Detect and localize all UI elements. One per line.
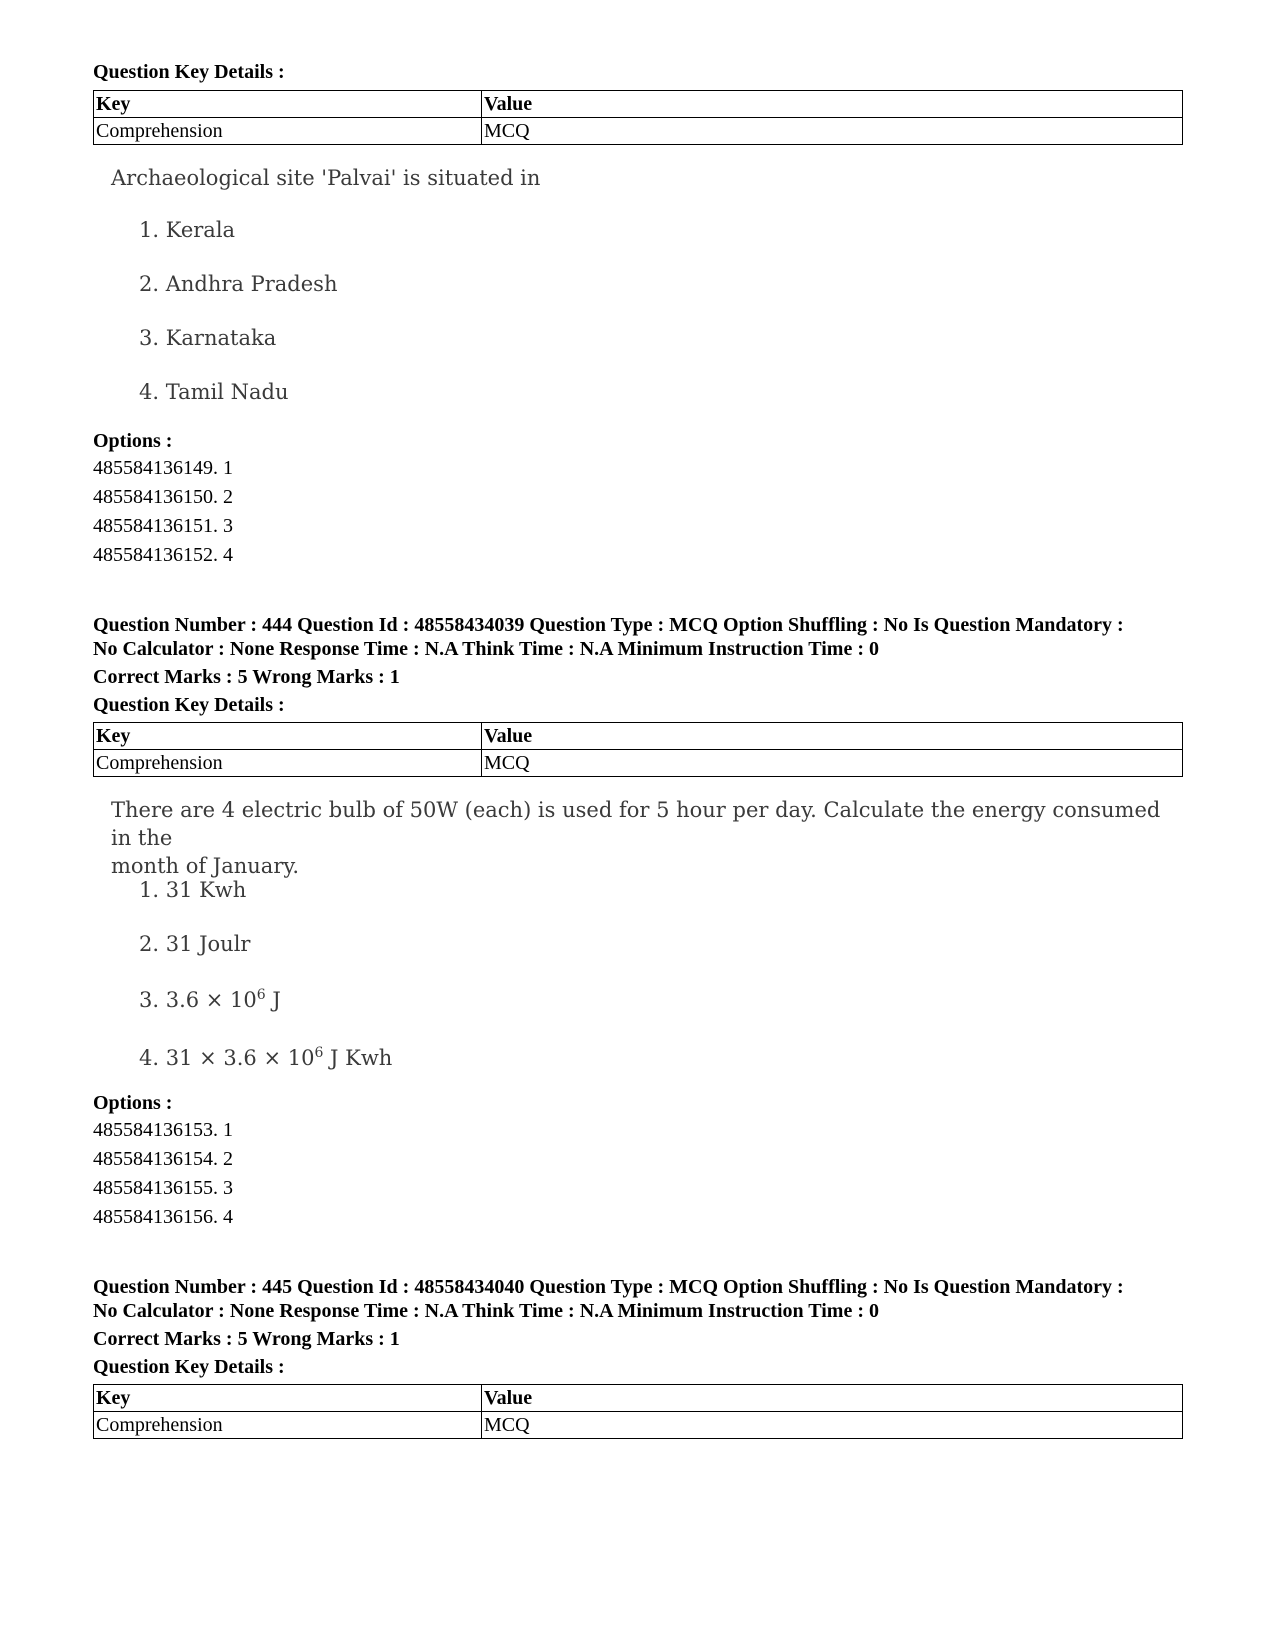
choice-4-exponent: 6 (314, 1045, 324, 1061)
value-cell: MCQ (482, 118, 1183, 145)
key-header: Key (94, 723, 482, 750)
key-cell: Comprehension (94, 118, 482, 145)
choice-4 (139, 1046, 392, 1070)
key-cell: Comprehension (94, 1412, 482, 1439)
marks-line: Correct Marks : 5 Wrong Marks : 1 (93, 666, 400, 688)
question-text (111, 796, 1183, 880)
choice-3-base: 3. 3.6 × 10 (139, 988, 257, 1012)
question-key-table (93, 722, 1183, 777)
question-text: Archaeological site 'Palvai' is situated in (111, 166, 541, 190)
value-header: Value (482, 91, 1183, 118)
choice-2: 2. 31 Joulr (139, 932, 251, 956)
question-text-line2: month of January. (111, 854, 300, 878)
key-cell: Comprehension (94, 750, 482, 777)
option-item: 485584136150. 2 (93, 486, 233, 508)
question-key-details-label: Question Key Details : (93, 694, 285, 716)
question-header-line1: Question Number : 445 Question Id : 48558434040 Question Type : MCQ Option Shuffling : No Is Question Mandatory : (93, 1276, 1124, 1298)
options-list (93, 454, 1183, 570)
choice-1: 1. Kerala (139, 218, 236, 242)
question-key-details-label: Question Key Details : (93, 1356, 285, 1378)
choice-1: 1. 31 Kwh (139, 878, 247, 902)
question-key-table (93, 90, 1183, 145)
key-header: Key (94, 91, 482, 118)
option-item: 485584136154. 2 (93, 1148, 233, 1170)
question-header-line1: Question Number : 444 Question Id : 48558434039 Question Type : MCQ Option Shuffling : No Is Question Mandatory : (93, 614, 1124, 636)
question-key-table (93, 1384, 1183, 1439)
choice-3: 3. Karnataka (139, 326, 277, 350)
options-list (93, 1116, 1183, 1232)
options-label: Options : (93, 430, 173, 452)
question-header-line2: No Calculator : None Response Time : N.A Think Time : N.A Minimum Instruction Time : 0 (93, 638, 879, 660)
key-header: Key (94, 1385, 482, 1412)
value-cell: MCQ (482, 750, 1183, 777)
question-header (93, 1275, 1183, 1323)
choice-2: 2. Andhra Pradesh (139, 272, 338, 296)
value-header: Value (482, 1385, 1183, 1412)
option-item: 485584136156. 4 (93, 1206, 233, 1228)
choice-3-exponent: 6 (256, 987, 266, 1003)
option-item: 485584136155. 3 (93, 1177, 233, 1199)
choice-4: 4. Tamil Nadu (139, 380, 289, 404)
choice-4-base: 4. 31 × 3.6 × 10 (139, 1046, 315, 1070)
question-header-line2: No Calculator : None Response Time : N.A Think Time : N.A Minimum Instruction Time : 0 (93, 1300, 879, 1322)
option-item: 485584136152. 4 (93, 544, 233, 566)
choice-4-tail: J Kwh (323, 1046, 393, 1070)
question-header (93, 613, 1183, 661)
value-cell: MCQ (482, 1412, 1183, 1439)
choice-3 (139, 988, 281, 1012)
options-label: Options : (93, 1092, 173, 1114)
question-key-details-label: Question Key Details : (93, 61, 285, 83)
value-header: Value (482, 723, 1183, 750)
choice-3-tail: J (265, 988, 281, 1012)
option-item: 485584136151. 3 (93, 515, 233, 537)
option-item: 485584136149. 1 (93, 457, 233, 479)
option-item: 485584136153. 1 (93, 1119, 233, 1141)
question-text-line1: There are 4 electric bulb of 50W (each) is used for 5 hour per day. Calculate the energy consumed in the (111, 798, 1161, 850)
marks-line: Correct Marks : 5 Wrong Marks : 1 (93, 1328, 400, 1350)
